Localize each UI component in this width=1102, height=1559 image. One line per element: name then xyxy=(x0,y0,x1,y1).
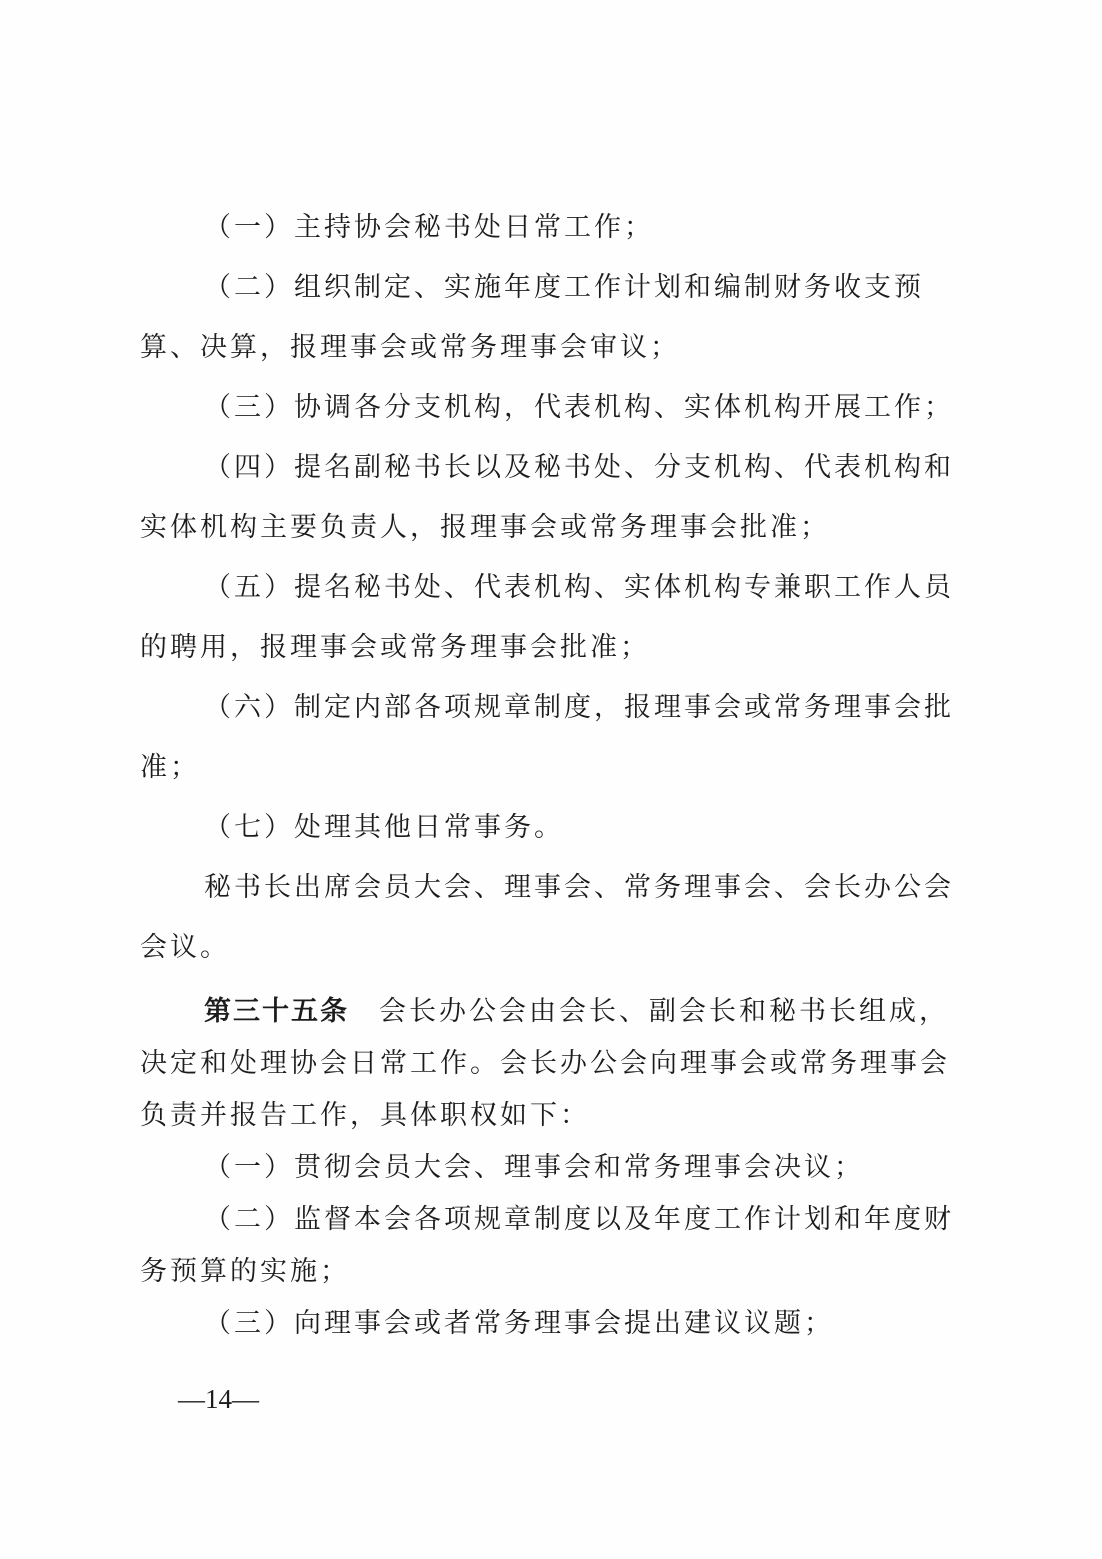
paragraph-item-2: （二）组织制定、实施年度工作计划和编制财务收支预算、决算，报理事会或常务理事会审议； xyxy=(140,272,924,363)
article-35-heading: 第三十五条 xyxy=(204,996,349,1027)
article-35-paragraph xyxy=(140,986,960,1142)
paragraph-item-3: （三）协调各分支机构，代表机构、实体机构开展工作； xyxy=(204,392,954,423)
article-35-item-3: （三）向理事会或者常务理事会提出建议议题； xyxy=(204,1308,834,1339)
paragraph-item-6: （六）制定内部各项规章制度，报理事会或常务理事会批准； xyxy=(140,692,954,783)
article-35-item-2: （二）监督本会各项规章制度以及年度工作计划和年度财务预算的实施； xyxy=(140,1204,954,1287)
document-body xyxy=(140,198,960,1350)
page-number: —14— xyxy=(178,1384,259,1414)
paragraph-item-7: （七）处理其他日常事务。 xyxy=(204,812,564,843)
paragraph-secretary-general-attendance: 秘书长出席会员大会、理事会、常务理事会、会长办公会会议。 xyxy=(140,872,954,963)
article-35-body: 会长办公会由会长、副会长和秘书长组成，决定和处理协会日常工作。会长办公会向理事会或常务理事会负责并报告工作，具体职权如下： xyxy=(140,996,950,1131)
article-35-item-1: （一）贯彻会员大会、理事会和常务理事会决议； xyxy=(204,1152,864,1183)
paragraph-item-4: （四）提名副秘书长以及秘书处、分支机构、代表机构和实体机构主要负责人，报理事会或常务理事会批准； xyxy=(140,452,954,543)
paragraph-item-1: （一）主持协会秘书处日常工作； xyxy=(204,212,654,243)
paragraph-item-5: （五）提名秘书处、代表机构、实体机构专兼职工作人员的聘用，报理事会或常务理事会批准； xyxy=(140,572,954,663)
